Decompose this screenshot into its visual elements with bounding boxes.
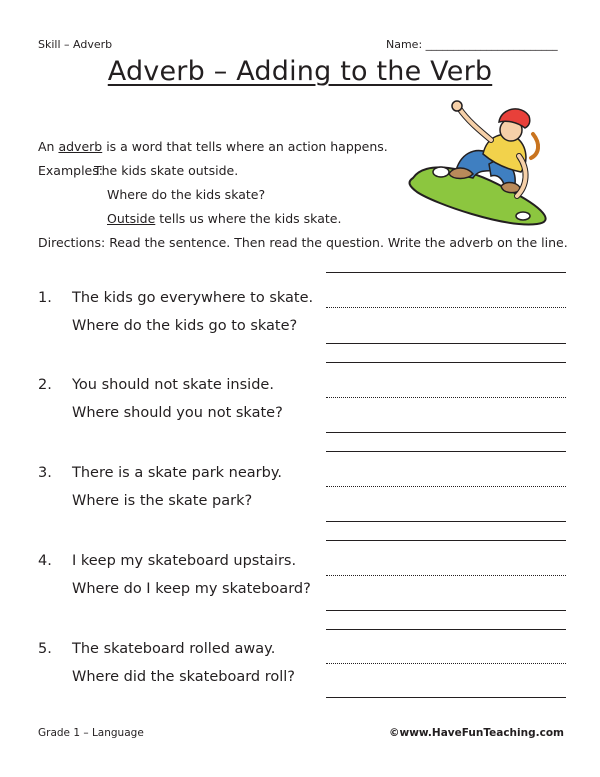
- skill-label: Skill – Adverb: [38, 38, 113, 51]
- question-sentence: The kids go everywhere to skate.: [72, 290, 314, 306]
- answer-line[interactable]: [326, 629, 566, 630]
- question-sentence: I keep my skateboard upstairs.: [72, 553, 297, 569]
- question-number: 3.: [38, 465, 52, 481]
- answer-line[interactable]: [326, 486, 566, 487]
- answer-line[interactable]: [326, 432, 566, 433]
- answer-line[interactable]: [326, 663, 566, 664]
- skateboarder-illustration: [405, 100, 565, 228]
- copyright-link[interactable]: ©www.HaveFunTeaching.com: [389, 727, 564, 739]
- question-prompt: Where do I keep my skateboard?: [72, 581, 311, 597]
- question-sentence: You should not skate inside.: [72, 377, 274, 393]
- directions-label: Directions:: [38, 235, 106, 250]
- answer-line[interactable]: [326, 343, 566, 344]
- question-number: 2.: [38, 377, 52, 393]
- answer-line[interactable]: [326, 272, 566, 273]
- question-sentence: There is a skate park nearby.: [72, 465, 282, 481]
- question-prompt: Where should you not skate?: [72, 405, 283, 421]
- answer-line[interactable]: [326, 610, 566, 611]
- question-sentence: The skateboard rolled away.: [72, 641, 276, 657]
- adverb-term: adverb: [58, 139, 103, 154]
- question-prompt: Where do the kids go to skate?: [72, 318, 298, 334]
- answer-line[interactable]: [326, 575, 566, 576]
- example-line-1: Examples:The kids skate outside.: [38, 159, 578, 183]
- question-5: [38, 635, 295, 691]
- name-field[interactable]: Name: ________________________: [386, 38, 558, 51]
- answer-line[interactable]: [326, 362, 566, 363]
- question-prompt: Where did the skateboard roll?: [72, 669, 296, 685]
- question-2: [38, 371, 283, 427]
- directions-line: Directions: Read the sentence. Then read the question. Write the adverb on the line.: [38, 235, 568, 250]
- example-line-2: Where do the kids skate?: [107, 187, 266, 202]
- answer-line[interactable]: [326, 451, 566, 452]
- grade-label: Grade 1 – Language: [38, 727, 144, 739]
- page-title: Adverb – Adding to the Verb: [107, 56, 493, 87]
- question-number: 4.: [38, 553, 52, 569]
- answer-line[interactable]: [326, 697, 566, 698]
- answer-line[interactable]: [326, 540, 566, 541]
- question-4: [38, 547, 311, 603]
- question-number: 1.: [38, 290, 52, 306]
- question-3: [38, 459, 282, 515]
- example-line-3: Outside tells us where the kids skate.: [107, 211, 342, 226]
- answer-line[interactable]: [326, 397, 566, 398]
- question-number: 5.: [38, 641, 52, 657]
- question-prompt: Where is the skate park?: [72, 493, 253, 509]
- examples-label: Examples:: [38, 163, 103, 178]
- question-1: [38, 284, 313, 340]
- answer-line[interactable]: [326, 521, 566, 522]
- answer-line[interactable]: [326, 307, 566, 308]
- definition-line: An adverb is a word that tells where an action happens.: [38, 139, 388, 154]
